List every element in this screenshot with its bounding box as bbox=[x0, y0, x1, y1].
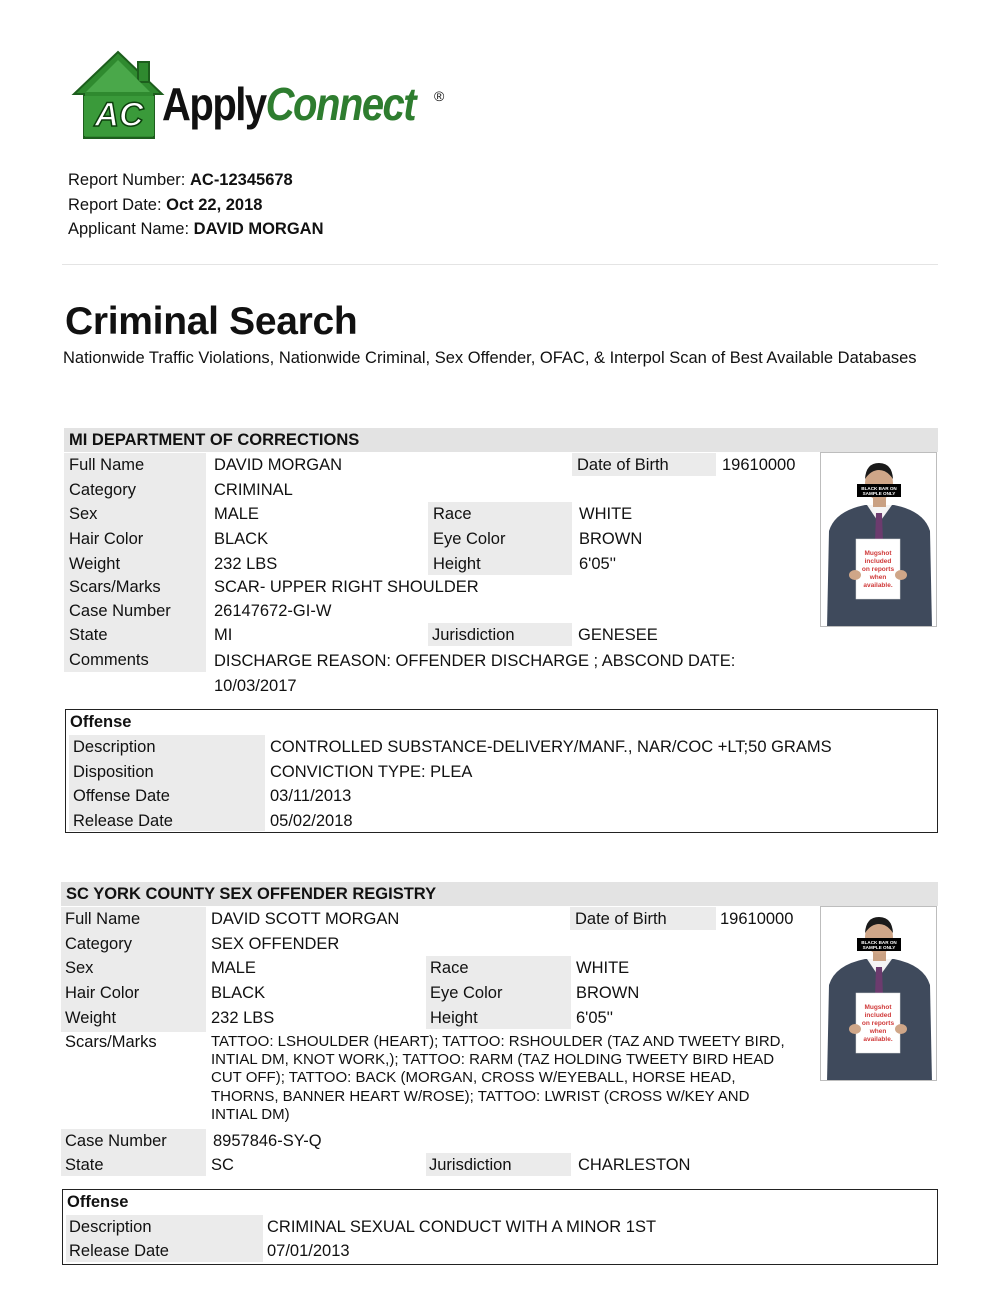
record2-header: SC YORK COUNTY SEX OFFENDER REGISTRY bbox=[61, 882, 938, 906]
record1-height: 6'05'' bbox=[579, 555, 616, 573]
record2-category: SEX OFFENDER bbox=[211, 935, 340, 953]
report-date-line: Report Date: Oct 22, 2018 bbox=[68, 195, 263, 214]
record2-mugshot bbox=[820, 906, 937, 1081]
offense-title: Offense bbox=[67, 1193, 129, 1211]
record2-case: 8957846-SY-Q bbox=[213, 1132, 322, 1150]
record2-hair: BLACK bbox=[211, 984, 266, 1002]
offense-title: Offense bbox=[70, 713, 132, 731]
full-name-label: Full Name bbox=[65, 910, 141, 928]
mugshot-placeholder-icon bbox=[821, 453, 937, 627]
record1-comments: DISCHARGE REASON: OFFENDER DISCHARGE ; ABSCOND DATE: 10/03/2017 bbox=[214, 652, 736, 695]
mugshot-placeholder-icon bbox=[821, 907, 937, 1081]
record2-release-date: 07/01/2013 bbox=[267, 1242, 350, 1260]
record1-state: MI bbox=[214, 626, 233, 644]
record1-category: CRIMINAL bbox=[214, 481, 293, 499]
record2-race: WHITE bbox=[576, 959, 630, 977]
svg-text:AC: AC bbox=[94, 96, 144, 134]
hair-color-label: Hair Color bbox=[65, 984, 140, 1002]
record1-offense-box bbox=[65, 709, 938, 833]
scars-label: Scars/Marks bbox=[69, 578, 161, 596]
page-subtitle: Nationwide Traffic Violations, Nationwide Criminal, Sex Offender, OFAC, & Interpol Scan of Best Available Databases bbox=[63, 349, 917, 367]
height-label: Height bbox=[430, 1009, 478, 1027]
description-label: Description bbox=[69, 1218, 152, 1236]
disposition-label: Disposition bbox=[73, 763, 154, 781]
race-label: Race bbox=[433, 505, 472, 523]
comments-label: Comments bbox=[69, 651, 149, 669]
divider bbox=[62, 264, 938, 265]
record1-case: 26147672-GI-W bbox=[214, 602, 332, 620]
record2-height: 6'05'' bbox=[576, 1009, 613, 1027]
record2-dob: 19610000 bbox=[720, 910, 794, 928]
report-number-line: Report Number: AC-12345678 bbox=[68, 171, 293, 189]
record2-offense-description: CRIMINAL SEXUAL CONDUCT WITH A MINOR 1ST bbox=[267, 1218, 657, 1236]
state-label: State bbox=[65, 1156, 104, 1174]
house-logo-icon bbox=[70, 50, 170, 145]
report-info bbox=[68, 168, 324, 242]
registered-mark: ® bbox=[434, 88, 445, 104]
record2-jurisdiction: CHARLESTON bbox=[578, 1156, 691, 1174]
record1-hair: BLACK bbox=[214, 530, 269, 548]
record1-sex: MALE bbox=[214, 505, 259, 523]
record1-offense-description: CONTROLLED SUBSTANCE-DELIVERY/MANF., NAR/COC +LT;50 GRAMS bbox=[270, 738, 832, 756]
record2-state: SC bbox=[211, 1156, 234, 1174]
hair-color-label: Hair Color bbox=[69, 530, 144, 548]
svg-text:included: included bbox=[864, 558, 892, 565]
svg-text:on reports: on reports bbox=[861, 1020, 895, 1027]
record2-full-name: DAVID SCOTT MORGAN bbox=[211, 910, 400, 928]
full-name-label: Full Name bbox=[69, 456, 145, 474]
record1-race: WHITE bbox=[579, 505, 633, 523]
record2-scars: TATTOO: LSHOULDER (HEART); TATTOO: RSHOULDER (TAZ AND TWEETY BIRD, INTIAL DM, KNOT WORK,); TATTOO: RARM (TAZ HOLDING TWEETY BIRD HEAD CUT OFF); TATTOO: BACK (MORGAN, CROSS W/EYEBALL, HORSE HEAD, THORNS, BANNER HEART W/ROSE); TATTOO: LWRIST (CROSS W/KEY AND INTIAL DM) bbox=[211, 1033, 785, 1123]
category-label: Category bbox=[69, 481, 136, 499]
record1-header: MI DEPARTMENT OF CORRECTIONS bbox=[64, 428, 938, 452]
applyconnect-logo bbox=[70, 50, 460, 145]
dob-label: Date of Birth bbox=[577, 456, 669, 474]
record2-offense-box bbox=[62, 1189, 938, 1265]
svg-text:available.: available. bbox=[863, 582, 893, 589]
eye-color-label: Eye Color bbox=[433, 530, 506, 548]
record1-scars: SCAR- UPPER RIGHT SHOULDER bbox=[214, 578, 479, 596]
record1-release-date: 05/02/2018 bbox=[270, 812, 353, 830]
record2-eye: BROWN bbox=[576, 984, 640, 1002]
svg-text:BLACK BAR ON: BLACK BAR ON bbox=[861, 486, 897, 491]
record1-mugshot bbox=[820, 452, 937, 627]
record1-full-name: DAVID MORGAN bbox=[214, 456, 343, 474]
applicant-name-line: Applicant Name: DAVID MORGAN bbox=[68, 220, 324, 238]
svg-text:when: when bbox=[869, 574, 887, 581]
state-label: State bbox=[69, 626, 108, 644]
sex-label: Sex bbox=[65, 959, 94, 977]
category-label: Category bbox=[65, 935, 132, 953]
record1-jurisdiction: GENESEE bbox=[578, 626, 658, 644]
svg-text:SAMPLE ONLY: SAMPLE ONLY bbox=[862, 945, 896, 950]
record1-dob: 19610000 bbox=[722, 456, 796, 474]
weight-label: Weight bbox=[69, 555, 121, 573]
race-label: Race bbox=[430, 959, 469, 977]
release-date-label: Release Date bbox=[69, 1242, 169, 1260]
sex-label: Sex bbox=[69, 505, 98, 523]
record1-eye: BROWN bbox=[579, 530, 643, 548]
dob-label: Date of Birth bbox=[575, 910, 667, 928]
record2-weight: 232 LBS bbox=[211, 1009, 275, 1027]
svg-text:SAMPLE ONLY: SAMPLE ONLY bbox=[862, 491, 896, 496]
svg-text:available.: available. bbox=[863, 1036, 893, 1043]
logo-wordmark: ApplyConnect bbox=[162, 79, 416, 131]
scars-label: Scars/Marks bbox=[65, 1033, 157, 1051]
case-number-label: Case Number bbox=[65, 1132, 167, 1150]
offense-date-label: Offense Date bbox=[73, 787, 170, 805]
page-title: Criminal Search bbox=[65, 300, 358, 343]
record1-offense-date: 03/11/2013 bbox=[270, 787, 352, 805]
description-label: Description bbox=[73, 738, 156, 756]
jurisdiction-label: Jurisdiction bbox=[432, 626, 515, 644]
svg-text:when: when bbox=[869, 1028, 887, 1035]
svg-text:on reports: on reports bbox=[861, 566, 895, 573]
eye-color-label: Eye Color bbox=[430, 984, 503, 1002]
weight-label: Weight bbox=[65, 1009, 117, 1027]
height-label: Height bbox=[433, 555, 481, 573]
jurisdiction-label: Jurisdiction bbox=[429, 1156, 512, 1174]
svg-text:Mugshot: Mugshot bbox=[864, 1004, 892, 1011]
record2-sex: MALE bbox=[211, 959, 256, 977]
case-number-label: Case Number bbox=[69, 602, 171, 620]
record1-weight: 232 LBS bbox=[214, 555, 278, 573]
svg-text:BLACK BAR ON: BLACK BAR ON bbox=[861, 940, 897, 945]
release-date-label: Release Date bbox=[73, 812, 173, 830]
svg-text:included: included bbox=[864, 1012, 892, 1019]
svg-text:Mugshot: Mugshot bbox=[864, 550, 892, 557]
record1-offense-disposition: CONVICTION TYPE: PLEA bbox=[270, 763, 473, 781]
